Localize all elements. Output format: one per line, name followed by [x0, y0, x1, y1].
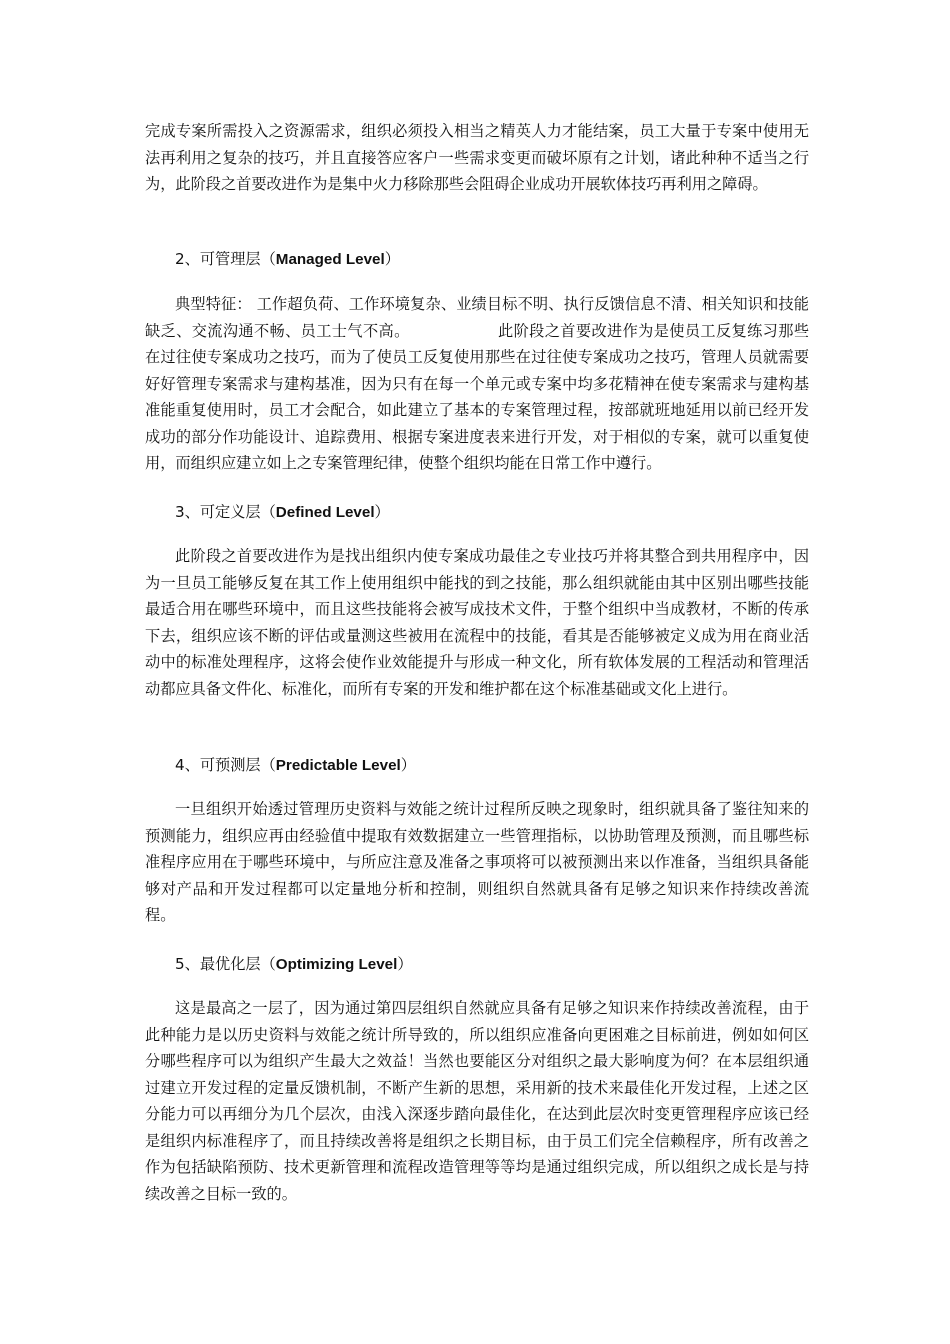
heading-managed-en: Managed Level [275, 251, 385, 268]
defined-level-paragraph: 此阶段之首要改进作为是找出组织内使专案成功最佳之专业技巧并将其整合到共用程序中，因为一旦员工能够反复在其工作上使用组织中能找的到之技能，那么组织就能由其中区别出哪些技能最适合用在哪些环境中，而且这些技能将会被写成技术文件，于整个组织中当成教材，不断的传承下去，组织应该不断的评估或量测这些被用在流程中的技能，看其是否能够被定义成为用在商业活动中的标准处理程序，这将会使作业效能提升与形成一种文化，所有软体发展的工程活动和管理活动都应具备文件化、标准化，而所有专案的开发和维护都在这个标准基础或文化上进行。 [145, 547, 809, 698]
optimizing-level-paragraph: 这是最高之一层了，因为通过第四层组织自然就应具备有足够之知识来作持续改善流程，由于此种能力是以历史资料与效能之统计所导致的，所以组织应准备向更困难之目标前进，例如如何区分哪些程序可以为组织产生最大之效益！当然也要能区分对组织之最大影响度为何？在本层组织通过建立开发过程的定量反馈机制，不断产生新的思想，采用新的技术来最佳化开发过程，上述之区分能力可以再细分为几个层次，由浅入深逐步踏向最佳化，在达到此层次时变更管理程序应该已经是组织内标准程序了，而且持续改善将是组织之长期目标，由于员工们完全信赖程序，所有改善之作为包括缺陷预防、技术更新管理和流程改造管理等等均是通过组织完成，所以组织之成长是与持续改善之目标一致的。 [145, 999, 809, 1203]
heading-optimizing-en: Optimizing Level [275, 956, 398, 973]
heading-predictable-cn: 4、可预测层（ [175, 756, 276, 774]
managed-level-paragraph [145, 291, 809, 477]
heading-managed-close: ） [384, 250, 400, 268]
heading-defined-cn: 3、可定义层（ [175, 503, 276, 521]
predictable-level-paragraph: 一旦组织开始透过管理历史资料与效能之统计过程所反映之现象时，组织就具备了鉴往知来的预测能力，组织应再由经验值中提取有效数据建立一些管理指标，以协助管理及预测，而且哪些标准程序应用在于哪些环境中，与所应注意及准备之事项将可以被预测出来以作准备，当组织具备能够对产品和开发过程都可以定量地分析和控制，则组织自然就具备有足够之知识来作持续改善流程。 [145, 800, 809, 924]
heading-predictable-en: Predictable Level [275, 757, 401, 774]
heading-optimizing-level [175, 954, 413, 975]
heading-optimizing-cn: 5、最优化层（ [175, 955, 276, 973]
managed-characteristics-text: 典型特征： 工作超负荷、工作环境复杂、业绩目标不明、执行反馈信息不清、相关知识和技能缺乏、交流沟通不畅、员工士气不高。 [145, 295, 809, 340]
intro-paragraph: 完成专案所需投入之资源需求，组织必须投入相当之精英人力才能结案，员工大量于专案中使用无法再利用之复杂的技巧，并且直接答应客户一些需求变更而破坏原有之计划，诸此种种不适当之行为，此阶段之首要改进作为是集中火力移除那些会阻碍企业成功开展软体技巧再利用之障碍。 [145, 122, 809, 193]
heading-managed-level [175, 249, 400, 270]
heading-predictable-level [175, 755, 416, 776]
heading-defined-en: Defined Level [275, 504, 375, 521]
heading-defined-close: ） [374, 503, 390, 521]
heading-predictable-close: ） [400, 756, 416, 774]
managed-improvement-text: 此阶段之首要改进作为是使员工反复练习那些在过往使专案成功之技巧，而为了使员工反复使用那些在过往使专案成功之技巧，管理人员就需要好好管理专案需求与建构基准，因为只有在每一个单元或专案中均多花精神在使专案需求与建构基准能重复使用时，员工才会配合，如此建立了基本的专案管理过程，按部就班地延用以前已经开发成功的部分作功能设计、追踪费用、根据专案进度表来进行开发，对于相似的专案，就可以重复使用，而组织应建立如上之专案管理纪律，使整个组织均能在日常工作中遵行。 [145, 321, 810, 472]
heading-optimizing-close: ） [397, 955, 413, 973]
heading-managed-cn: 2、可管理层（ [175, 250, 276, 268]
heading-defined-level [175, 502, 390, 523]
